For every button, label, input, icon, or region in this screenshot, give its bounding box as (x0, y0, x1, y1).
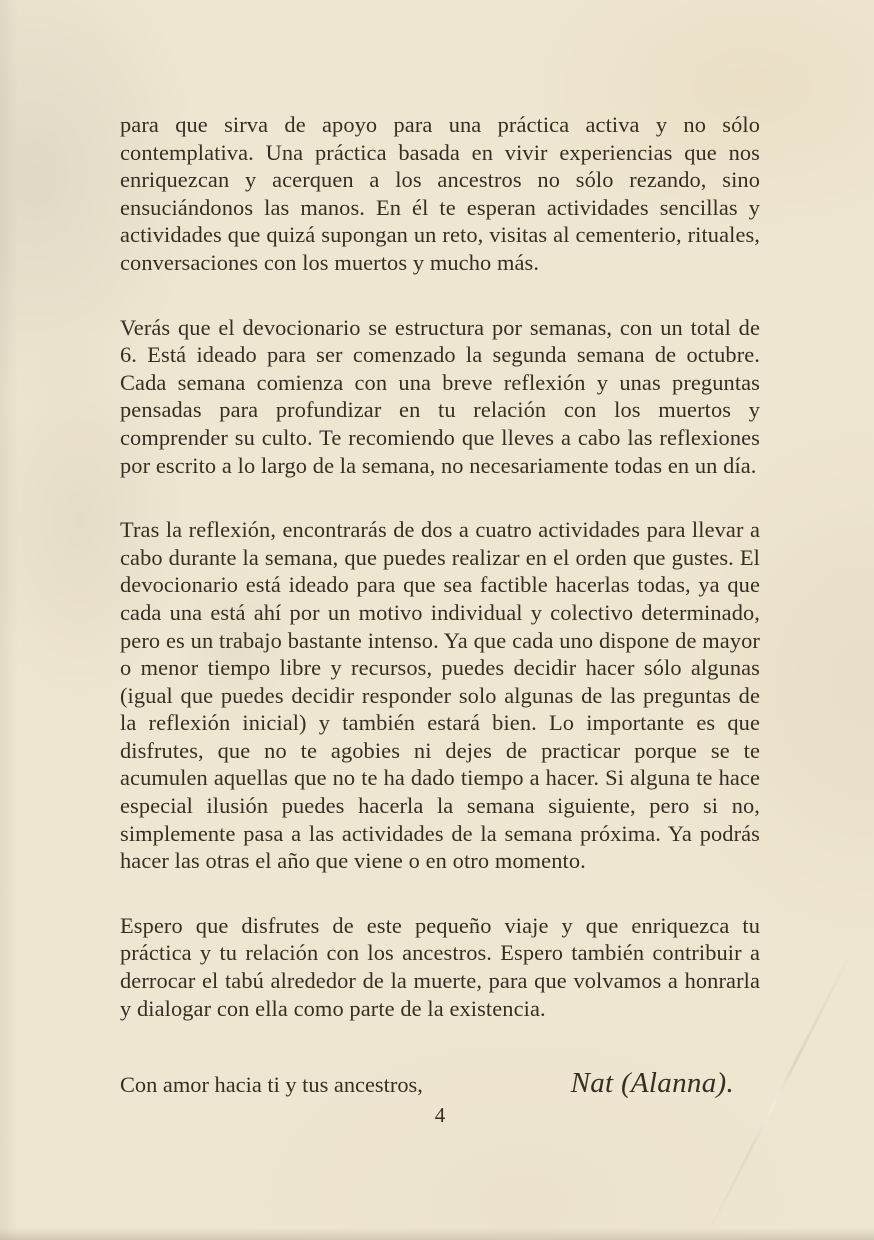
author-signature: Nat (Alanna). (570, 1067, 734, 1100)
closing-row (120, 1067, 760, 1099)
body-paragraph-4: Espero que disfrutes de este pequeño viaje y que enriquezca tu práctica y tu relación con los ancestros. Espero también contribuir a derrocar el tabú alrededor de la muerte, para que volvamos a honrarla y dialogar con ella como parte de la existencia. (120, 912, 760, 1021)
page-number: 4 (434, 1103, 446, 1128)
body-paragraph-3: Tras la reflexión, encontrarás de dos a cuatro actividades para llevar a cabo durante la semana, que puedes realizar en el orden que gustes. El devocionario está ideado para que sea factible hacerlas todas, ya que cada una está ahí por un motivo individual y colectivo determinado, pero es un trabajo bastante intenso. Ya que cada uno dispone de mayor o menor tiempo libre y recursos, puedes decidir hacer sólo algunas (igual que puedes decidir responder solo algunas de las preguntas de la reflexión inicial) y también estará bien. Lo importante es que disfrutes, que no te agobies ni dejes de practicar porque se te acumulen aquellas que no te ha dado tiempo a hacer. Si alguna te hace especial ilusión puedes hacerla la semana siguiente, pero si no, simplemente pasa a las actividades de la semana próxima. Ya podrás hacer las otras el año que viene o en otro momento. (120, 517, 760, 874)
page-content (120, 111, 760, 1128)
closing-line: Con amor hacia ti y tus ancestros, (120, 1072, 423, 1098)
body-paragraph-2: Verás que el devocionario se estructura por semanas, con un total de 6. Está ideado para ser comenzado la segunda semana de octubre. Cada semana comienza con una breve reflexión y unas preguntas pensadas para profundizar en tu relación con los muertos y comprender su culto. Te recomiendo que lleves a cabo las reflexiones por escrito a lo largo de la semana, no necesariamente todas en un día. (120, 314, 760, 478)
body-paragraph-1: para que sirva de apoyo para una práctica activa y no sólo contemplativa. Una práctica basada en vivir experiencias que nos enriquezcan y acerquen a los ancestros no sólo rezando, sino ensuciándonos las manos. En él te esperan actividades sencillas y actividades que quizá supongan un reto, visitas al cementerio, rituales, conversaciones con los muertos y mucho más. (120, 112, 760, 275)
